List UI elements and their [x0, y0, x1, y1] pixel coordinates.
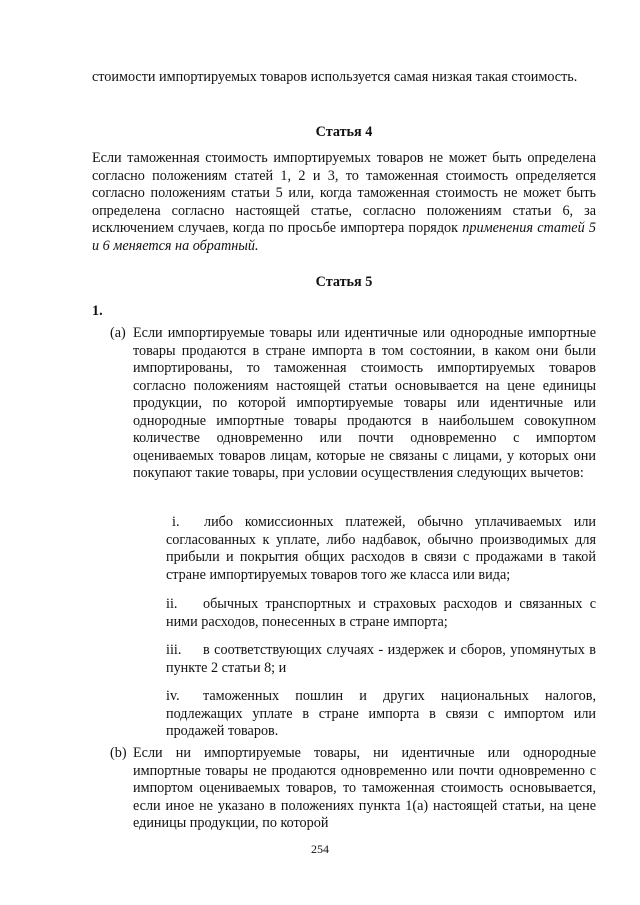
item-b-text: Если ни импортируемые товары, ни идентичные или однородные импортные товары не продаются одновременно или почти одновременно с импортом оцениваемых товаров, то таможенная стоимость основывается, если иное не указано в положениях пункта 1(a) настоящей статьи, на цене единицы продукции, по которой	[133, 745, 596, 831]
subitem-numeral: ii.	[166, 596, 178, 612]
subitem-iii	[166, 642, 596, 677]
subitem-text: обычных транспортных и страховых расходов и связанных с ними расходов, понесенных в стране импорта;	[166, 596, 596, 630]
subitem-i	[166, 514, 596, 584]
subitem-numeral: iv.	[166, 688, 180, 704]
article-5-heading: Статья 5	[315, 274, 373, 290]
subitem-text: в соответствующих случаях - издержек и сборов, упомянутых в пункте 2 статьи 8; и	[166, 642, 596, 676]
article-4-text: Если таможенная стоимость импортируемых товаров не может быть определена согласно положениям статей 1, 2 и 3, то таможенная стоимость определяется согласно положениям статьи 5 или, когда таможенная стоимость не может быть определена согласно настоящей статье, согласно положениям статьи 6, за исключением случаев, когда по просьбе импортера порядок	[92, 150, 596, 236]
page-number: 254	[311, 842, 329, 856]
subitem-text: либо комиссионных платежей, обычно уплачиваемых или согласованных к уплате, либо надбавок, обычно производимых для прибыли и покрытия общих расходов в связи с продажами в такой стране импортируемых товаров того же класса или вида;	[166, 514, 596, 583]
subitem-ii	[166, 596, 596, 631]
subitem-text: таможенных пошлин и других национальных налогов, подлежащих уплате в стране импорта в связи с импортом или продажей товаров.	[166, 688, 596, 739]
item-b-label: (b)	[110, 745, 127, 761]
article-4-paragraph	[92, 150, 596, 255]
point-number: 1.	[92, 303, 103, 319]
subitem-numeral: i.	[172, 514, 180, 530]
article-4-italic-text: применения статей 5 и 6 меняется на обратный.	[92, 220, 596, 254]
subitem-numeral: iii.	[166, 642, 182, 658]
intro-paragraph: стоимости импортируемых товаров используется самая низкая такая стоимость.	[92, 69, 578, 85]
item-a-text: Если импортируемые товары или идентичные или однородные импортные товары продаются в стране импорта в том состоянии, в каком они были импортированы, то таможенная стоимость импортируемых товаров согласно положениям настоящей статьи основывается на цене единицы продукции, по которой импортируемые товары или идентичные или однородные импортные товары продаются в наибольшем совокупном количестве одновременно или почти одновременно с импортом оцениваемых товаров лицам, которые не связаны с лицами, у которых они покупают такие товары, при условии осуществления следующих вычетов:	[133, 325, 596, 481]
article-4-heading: Статья 4	[315, 124, 373, 140]
item-a-label: (a)	[110, 325, 126, 341]
subitem-iv	[166, 688, 596, 741]
